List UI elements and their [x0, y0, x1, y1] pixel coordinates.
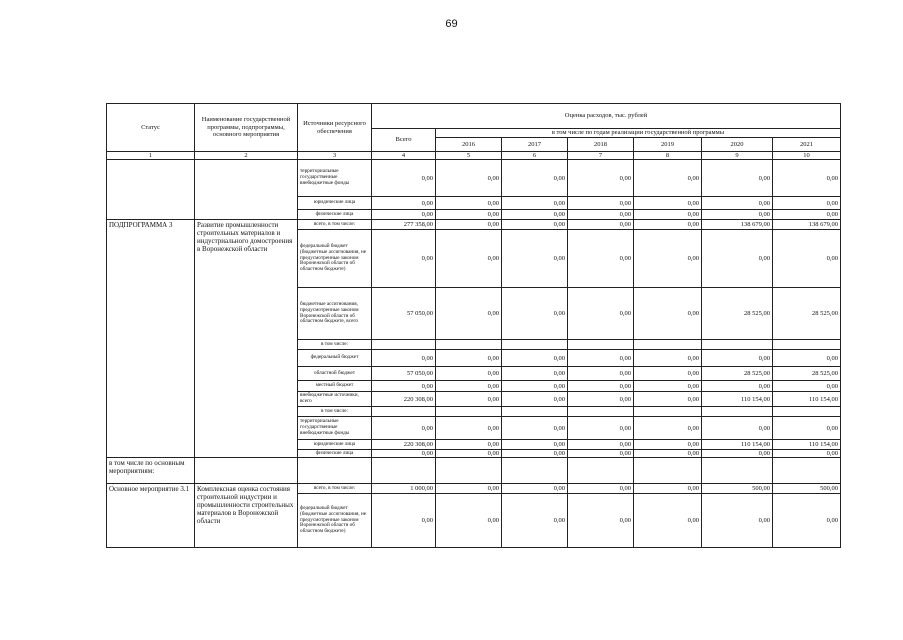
- subprogram-status: ПОДПРОГРАММА 3: [107, 220, 195, 458]
- column-number: 5: [436, 152, 502, 160]
- year-value: 138 679,00: [702, 220, 773, 230]
- year-value: 0,00: [702, 197, 773, 210]
- year-value: 0,00: [568, 392, 634, 407]
- source-cell: юридические лица: [298, 440, 372, 450]
- year-value: 0,00: [568, 350, 634, 367]
- header-estimate: Оценка расходов, тыс. рублей: [372, 104, 841, 129]
- year-value: 0,00: [634, 367, 702, 381]
- column-number: 4: [372, 152, 436, 160]
- total-value: 0,00: [372, 160, 436, 197]
- year-value: 0,00: [702, 350, 773, 367]
- header-year: 2016: [436, 138, 502, 152]
- year-value: 0,00: [634, 230, 702, 288]
- year-value: [502, 340, 568, 350]
- year-value: [634, 340, 702, 350]
- year-value: 0,00: [634, 288, 702, 340]
- year-value: 0,00: [436, 230, 502, 288]
- table-row: [107, 160, 841, 197]
- empty-cell: [773, 458, 841, 484]
- year-value: 0,00: [702, 417, 773, 440]
- header-by-years: в том числе по годам реализации государственной программы: [436, 129, 841, 138]
- year-value: 0,00: [634, 381, 702, 392]
- source-cell: всего, в том числе:: [298, 484, 372, 494]
- total-value: 57 050,00: [372, 288, 436, 340]
- status-cell-empty: [107, 160, 195, 220]
- activity-name: Комплексная оценка состояния строительной индустрии и промышленности строительных материалов в Воронежской области: [195, 484, 298, 548]
- total-value: 0,00: [372, 381, 436, 392]
- year-value: 0,00: [502, 230, 568, 288]
- column-number-row: [107, 152, 841, 160]
- year-value: 0,00: [773, 381, 841, 392]
- header-status: Статус: [107, 104, 195, 152]
- main-activities-label: в том числе по основным мероприятиям:: [107, 458, 195, 484]
- source-cell: юридические лица: [298, 197, 372, 210]
- source-cell: федеральный бюджет: [298, 350, 372, 367]
- year-value: [773, 407, 841, 417]
- year-value: 0,00: [502, 288, 568, 340]
- year-value: 0,00: [568, 381, 634, 392]
- year-value: 0,00: [702, 450, 773, 458]
- year-value: 0,00: [502, 210, 568, 220]
- year-value: 0,00: [436, 367, 502, 381]
- source-cell: внебюджетные источники, всего: [298, 392, 372, 407]
- year-value: 0,00: [502, 450, 568, 458]
- empty-cell: [195, 458, 298, 484]
- year-value: 0,00: [436, 197, 502, 210]
- year-value: 0,00: [634, 484, 702, 494]
- header-year: 2018: [568, 138, 634, 152]
- year-value: 0,00: [502, 392, 568, 407]
- year-value: 0,00: [436, 450, 502, 458]
- year-value: 0,00: [502, 367, 568, 381]
- year-value: [436, 407, 502, 417]
- column-number: 3: [298, 152, 372, 160]
- total-value: 0,00: [372, 494, 436, 548]
- empty-cell: [372, 458, 436, 484]
- year-value: 28 525,00: [773, 288, 841, 340]
- year-value: 0,00: [502, 440, 568, 450]
- year-value: 0,00: [634, 197, 702, 210]
- year-value: 0,00: [702, 210, 773, 220]
- empty-cell: [436, 458, 502, 484]
- total-value: 1 000,00: [372, 484, 436, 494]
- year-value: 0,00: [568, 197, 634, 210]
- empty-cell: [298, 458, 372, 484]
- table-body: [107, 104, 841, 548]
- header-year: 2021: [773, 138, 841, 152]
- year-value: 0,00: [568, 367, 634, 381]
- year-value: 0,00: [773, 230, 841, 288]
- header-source: Источники ресурсного обеспечения: [298, 104, 372, 152]
- year-value: 0,00: [436, 494, 502, 548]
- header-year: 2019: [634, 138, 702, 152]
- year-value: 0,00: [502, 350, 568, 367]
- header-year: 2020: [702, 138, 773, 152]
- year-value: 0,00: [773, 417, 841, 440]
- year-value: 0,00: [568, 220, 634, 230]
- year-value: 0,00: [436, 381, 502, 392]
- column-number: 7: [568, 152, 634, 160]
- year-value: 0,00: [436, 392, 502, 407]
- column-number: 8: [634, 152, 702, 160]
- total-value: 0,00: [372, 450, 436, 458]
- year-value: 0,00: [773, 494, 841, 548]
- year-value: [568, 407, 634, 417]
- year-value: [702, 340, 773, 350]
- year-value: 0,00: [436, 210, 502, 220]
- year-value: 0,00: [773, 350, 841, 367]
- total-value: [372, 407, 436, 417]
- year-value: 0,00: [634, 440, 702, 450]
- year-value: 0,00: [568, 210, 634, 220]
- year-value: 0,00: [502, 484, 568, 494]
- year-value: 0,00: [702, 494, 773, 548]
- header-total: Всего: [372, 129, 436, 152]
- year-value: 0,00: [568, 484, 634, 494]
- table-row: [107, 220, 841, 230]
- year-value: 0,00: [502, 220, 568, 230]
- subprogram-name: Развитие промышленности строительных материалов и индустриального домостроения в Воронежской области: [195, 220, 298, 458]
- empty-cell: [702, 458, 773, 484]
- total-value: 57 050,00: [372, 367, 436, 381]
- year-value: 0,00: [568, 450, 634, 458]
- year-value: 0,00: [436, 440, 502, 450]
- year-value: 0,00: [502, 160, 568, 197]
- year-value: 0,00: [634, 417, 702, 440]
- main-activities-row: [107, 458, 841, 484]
- source-cell: местный бюджет: [298, 381, 372, 392]
- year-value: 0,00: [502, 494, 568, 548]
- header-row-1: [107, 104, 841, 129]
- source-cell: территориальные государственные внебюджетные фонды: [298, 417, 372, 440]
- year-value: 0,00: [702, 381, 773, 392]
- year-value: 0,00: [502, 417, 568, 440]
- year-value: 0,00: [568, 288, 634, 340]
- header-year: 2017: [502, 138, 568, 152]
- year-value: [773, 340, 841, 350]
- total-value: 220 308,00: [372, 392, 436, 407]
- source-cell: областной бюджет: [298, 367, 372, 381]
- year-value: 0,00: [634, 494, 702, 548]
- total-value: 220 308,00: [372, 440, 436, 450]
- year-value: 0,00: [568, 494, 634, 548]
- header-name: Наименование государственной программы, подпрограммы, основного мероприятия: [195, 104, 298, 152]
- year-value: 0,00: [436, 160, 502, 197]
- column-number: 9: [702, 152, 773, 160]
- source-cell: территориальные государственные внебюджетные фонды: [298, 160, 372, 197]
- year-value: 110 154,00: [773, 440, 841, 450]
- year-value: 0,00: [634, 220, 702, 230]
- source-cell: в том числе:: [298, 407, 372, 417]
- total-value: 0,00: [372, 417, 436, 440]
- year-value: 138 679,00: [773, 220, 841, 230]
- source-cell: федеральный бюджет (бюджетные ассигнования, не предусмотренные законом Воронежской области об областном бюджете): [298, 494, 372, 548]
- column-number: 2: [195, 152, 298, 160]
- column-number: 6: [502, 152, 568, 160]
- year-value: [568, 340, 634, 350]
- year-value: 0,00: [436, 288, 502, 340]
- year-value: [702, 407, 773, 417]
- source-cell: бюджетные ассигнования, предусмотренные законом Воронежской области об областном бюджете, всего: [298, 288, 372, 340]
- total-value: 0,00: [372, 197, 436, 210]
- year-value: 110 154,00: [702, 392, 773, 407]
- source-cell: физические лица: [298, 210, 372, 220]
- year-value: [634, 407, 702, 417]
- year-value: 0,00: [634, 392, 702, 407]
- column-number: 1: [107, 152, 195, 160]
- year-value: 0,00: [773, 160, 841, 197]
- column-number: 10: [773, 152, 841, 160]
- year-value: 0,00: [702, 160, 773, 197]
- year-value: 28 525,00: [702, 367, 773, 381]
- empty-cell: [568, 458, 634, 484]
- year-value: 0,00: [502, 381, 568, 392]
- year-value: 0,00: [568, 230, 634, 288]
- year-value: 0,00: [568, 160, 634, 197]
- year-value: 0,00: [634, 350, 702, 367]
- source-cell: всего, в том числе:: [298, 220, 372, 230]
- total-value: 0,00: [372, 230, 436, 288]
- year-value: 0,00: [436, 417, 502, 440]
- empty-cell: [634, 458, 702, 484]
- year-value: 0,00: [436, 220, 502, 230]
- year-value: 0,00: [436, 350, 502, 367]
- year-value: 0,00: [568, 440, 634, 450]
- year-value: 0,00: [634, 160, 702, 197]
- year-value: 28 525,00: [773, 367, 841, 381]
- page-number: 69: [445, 18, 458, 30]
- budget-table: [106, 103, 841, 548]
- year-value: [436, 340, 502, 350]
- year-value: 0,00: [436, 484, 502, 494]
- name-cell-empty: [195, 160, 298, 220]
- year-value: 28 525,00: [702, 288, 773, 340]
- year-value: 0,00: [773, 210, 841, 220]
- total-value: 277 358,00: [372, 220, 436, 230]
- source-cell: федеральный бюджет (бюджетные ассигнования, не предусмотренные законом Воронежской области об областном бюджете): [298, 230, 372, 288]
- year-value: 110 154,00: [773, 392, 841, 407]
- year-value: 0,00: [773, 197, 841, 210]
- year-value: [502, 407, 568, 417]
- total-value: 0,00: [372, 210, 436, 220]
- year-value: 110 154,00: [702, 440, 773, 450]
- year-value: 500,00: [702, 484, 773, 494]
- year-value: 0,00: [773, 450, 841, 458]
- empty-cell: [502, 458, 568, 484]
- year-value: 0,00: [502, 197, 568, 210]
- source-cell: в том числе:: [298, 340, 372, 350]
- year-value: 500,00: [773, 484, 841, 494]
- year-value: 0,00: [634, 450, 702, 458]
- activity-status: Основное мероприятие 3.1: [107, 484, 195, 548]
- total-value: [372, 340, 436, 350]
- source-cell: физические лица: [298, 450, 372, 458]
- table-row: [107, 484, 841, 494]
- total-value: 0,00: [372, 350, 436, 367]
- year-value: 0,00: [702, 230, 773, 288]
- year-value: 0,00: [568, 417, 634, 440]
- year-value: 0,00: [634, 210, 702, 220]
